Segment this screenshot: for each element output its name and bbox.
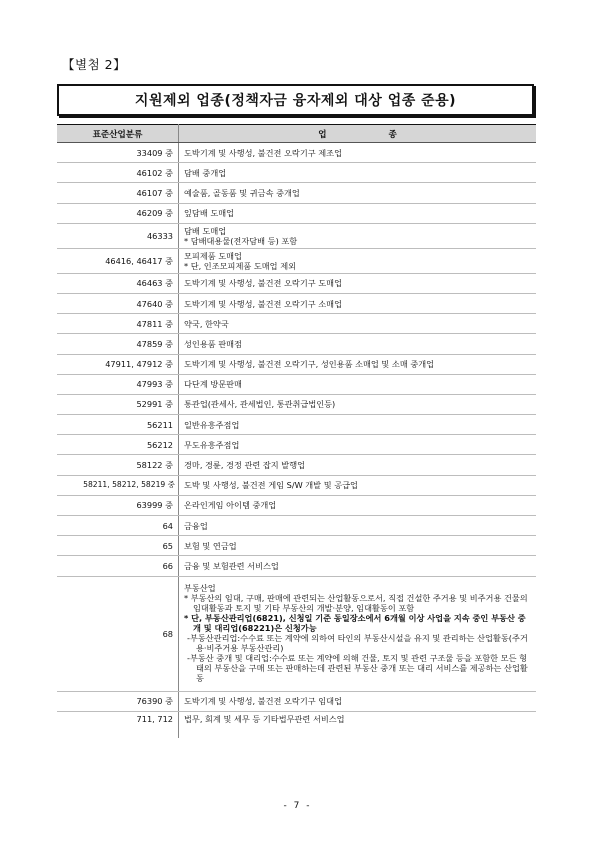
table-row	[57, 536, 536, 556]
row-code: 46107 중	[57, 183, 179, 203]
table-row	[57, 394, 536, 414]
row-code: 47993 중	[57, 374, 179, 394]
row-desc: 금융업	[179, 516, 537, 536]
row-code: 56212	[57, 435, 179, 455]
attachment-label: 【별첨 2】	[62, 57, 127, 72]
row-code: 33409 중	[57, 143, 179, 163]
row-desc: 법무, 회계 및 세무 등 기타법무관련 서비스업	[184, 713, 345, 724]
row-desc: 무도유흥주점업	[179, 435, 537, 455]
table-row	[57, 143, 536, 163]
row-code: 47640 중	[57, 293, 179, 313]
row-desc: 모피제품 도매업	[184, 250, 242, 261]
document-title	[57, 84, 534, 116]
row-code: 47859 중	[57, 334, 179, 354]
real-estate-note-2: * 단, 부동산관리업(6821), 신청일 기준 동일장소에서 6개월 이상 사업을 지속 중인 부동산 중개 및 대리업(68221)은 신청가능	[184, 612, 526, 633]
row-desc: 담배 중개업	[179, 163, 537, 183]
row-desc: 금융 및 보험관련 서비스업	[179, 556, 537, 576]
row-code: 711, 712	[57, 711, 179, 738]
row-code: 76390 중	[57, 691, 179, 711]
row-desc: 도박기계 및 사행성, 불건전 오락기구 도매업	[179, 273, 537, 293]
table-header-row	[57, 125, 536, 143]
table-row	[57, 475, 536, 495]
row-desc: 도박기계 및 사행성, 불건전 오락기구 임대업	[179, 691, 537, 711]
real-estate-sub-2: -부동산 중개 및 대리업:수수료 또는 계약에 의해 건물, 토지 및 관련 구조물 등을 포함한 모든 형태의 부동산을 구매 또는 판매하는데 관련된 부동산 중개 또는 대리 서비스를 제공하는 산업활동	[187, 652, 528, 683]
row-code: 52991 중	[57, 394, 179, 414]
row-code: 58122 중	[57, 455, 179, 475]
table-row	[57, 273, 536, 293]
row-code: 47811 중	[57, 314, 179, 334]
row-desc: 약국, 한약국	[179, 314, 537, 334]
row-code: 46463 중	[57, 273, 179, 293]
table-row	[57, 163, 536, 183]
header-industry-code: 표준산업분류	[57, 125, 179, 143]
table-row	[57, 495, 536, 515]
row-desc: 온라인게임 아이템 중개업	[179, 495, 537, 515]
real-estate-note-1: * 부동산의 임대, 구매, 판매에 관련되는 산업활동으로서, 직접 건설한 주거용 및 비주거용 건물의 임대활동과 토지 및 기타 부동산의 개발·분양, 임대활동이 포함	[184, 592, 528, 613]
row-note: * 단, 인조모피제품 도매업 제외	[184, 260, 297, 271]
table-row	[57, 415, 536, 435]
header-industry: 업종	[179, 125, 537, 143]
row-desc: 도박 및 사행성, 불건전 게임 S/W 개발 및 공급업	[179, 475, 537, 495]
row-desc: 도박기계 및 사행성, 불건전 오락기구 제조업	[179, 143, 537, 163]
table-row-real-estate	[57, 576, 536, 691]
row-code: 65	[57, 536, 179, 556]
table-row	[57, 374, 536, 394]
excluded-industries-table	[57, 124, 536, 738]
table-row	[57, 556, 536, 576]
row-desc: 예술품, 골동품 및 귀금속 중개업	[179, 183, 537, 203]
table-row	[57, 711, 536, 738]
row-desc: 경마, 경륜, 경정 관련 잡지 발행업	[179, 455, 537, 475]
row-desc: 다단계 방문판매	[179, 374, 537, 394]
row-desc-with-note	[179, 223, 537, 248]
row-code: 56211	[57, 415, 179, 435]
real-estate-sub-1: -부동산관리업:수수료 또는 계약에 의하여 타인의 부동산시설을 유지 및 관리하는 산업활동(주거용·비주거용 부동산관리)	[187, 632, 528, 653]
row-code: 46209 중	[57, 203, 179, 223]
row-desc: 통관업(관세사, 관세법인, 통관취급법인등)	[179, 394, 537, 414]
row-desc: 성인용품 판매점	[179, 334, 537, 354]
real-estate-detail	[179, 576, 537, 691]
row-desc: 일반유흥주점업	[179, 415, 537, 435]
row-code: 64	[57, 516, 179, 536]
row-code: 46102 중	[57, 163, 179, 183]
table-row	[57, 183, 536, 203]
table-row	[57, 435, 536, 455]
row-code: 46416, 46417 중	[57, 248, 179, 273]
table-row	[57, 248, 536, 273]
real-estate-title: 부동산업	[184, 582, 216, 593]
row-code: 66	[57, 556, 179, 576]
table-row	[57, 354, 536, 374]
row-code: 46333	[57, 223, 179, 248]
row-desc: 도박기계 및 사행성, 불건전 오락기구 소매업	[179, 293, 537, 313]
row-code: 68	[57, 576, 179, 691]
row-desc: 담배 도매업	[184, 225, 227, 236]
table-row	[57, 293, 536, 313]
table-row	[57, 314, 536, 334]
row-desc: 도박기계 및 사행성, 불건전 오락기구, 성인용품 소매업 및 소매 중개업	[179, 354, 537, 374]
row-code: 63999 중	[57, 495, 179, 515]
document-title-text: 지원제외 업종(정책자금 융자제외 대상 업종 준용)	[134, 93, 457, 109]
row-desc: 보험 및 연금업	[179, 536, 537, 556]
table-row	[57, 223, 536, 248]
table-row	[57, 691, 536, 711]
row-code: 58211, 58212, 58219 중	[57, 475, 179, 495]
row-desc-with-note	[179, 248, 537, 273]
table-row	[57, 334, 536, 354]
page-number: - 7 -	[283, 801, 312, 811]
row-desc: 잎담배 도매업	[179, 203, 537, 223]
row-code: 47911, 47912 중	[57, 354, 179, 374]
table-row	[57, 455, 536, 475]
table-row	[57, 203, 536, 223]
table-row	[57, 516, 536, 536]
row-note: * 담배대용물(전자담배 등) 포함	[184, 235, 298, 246]
